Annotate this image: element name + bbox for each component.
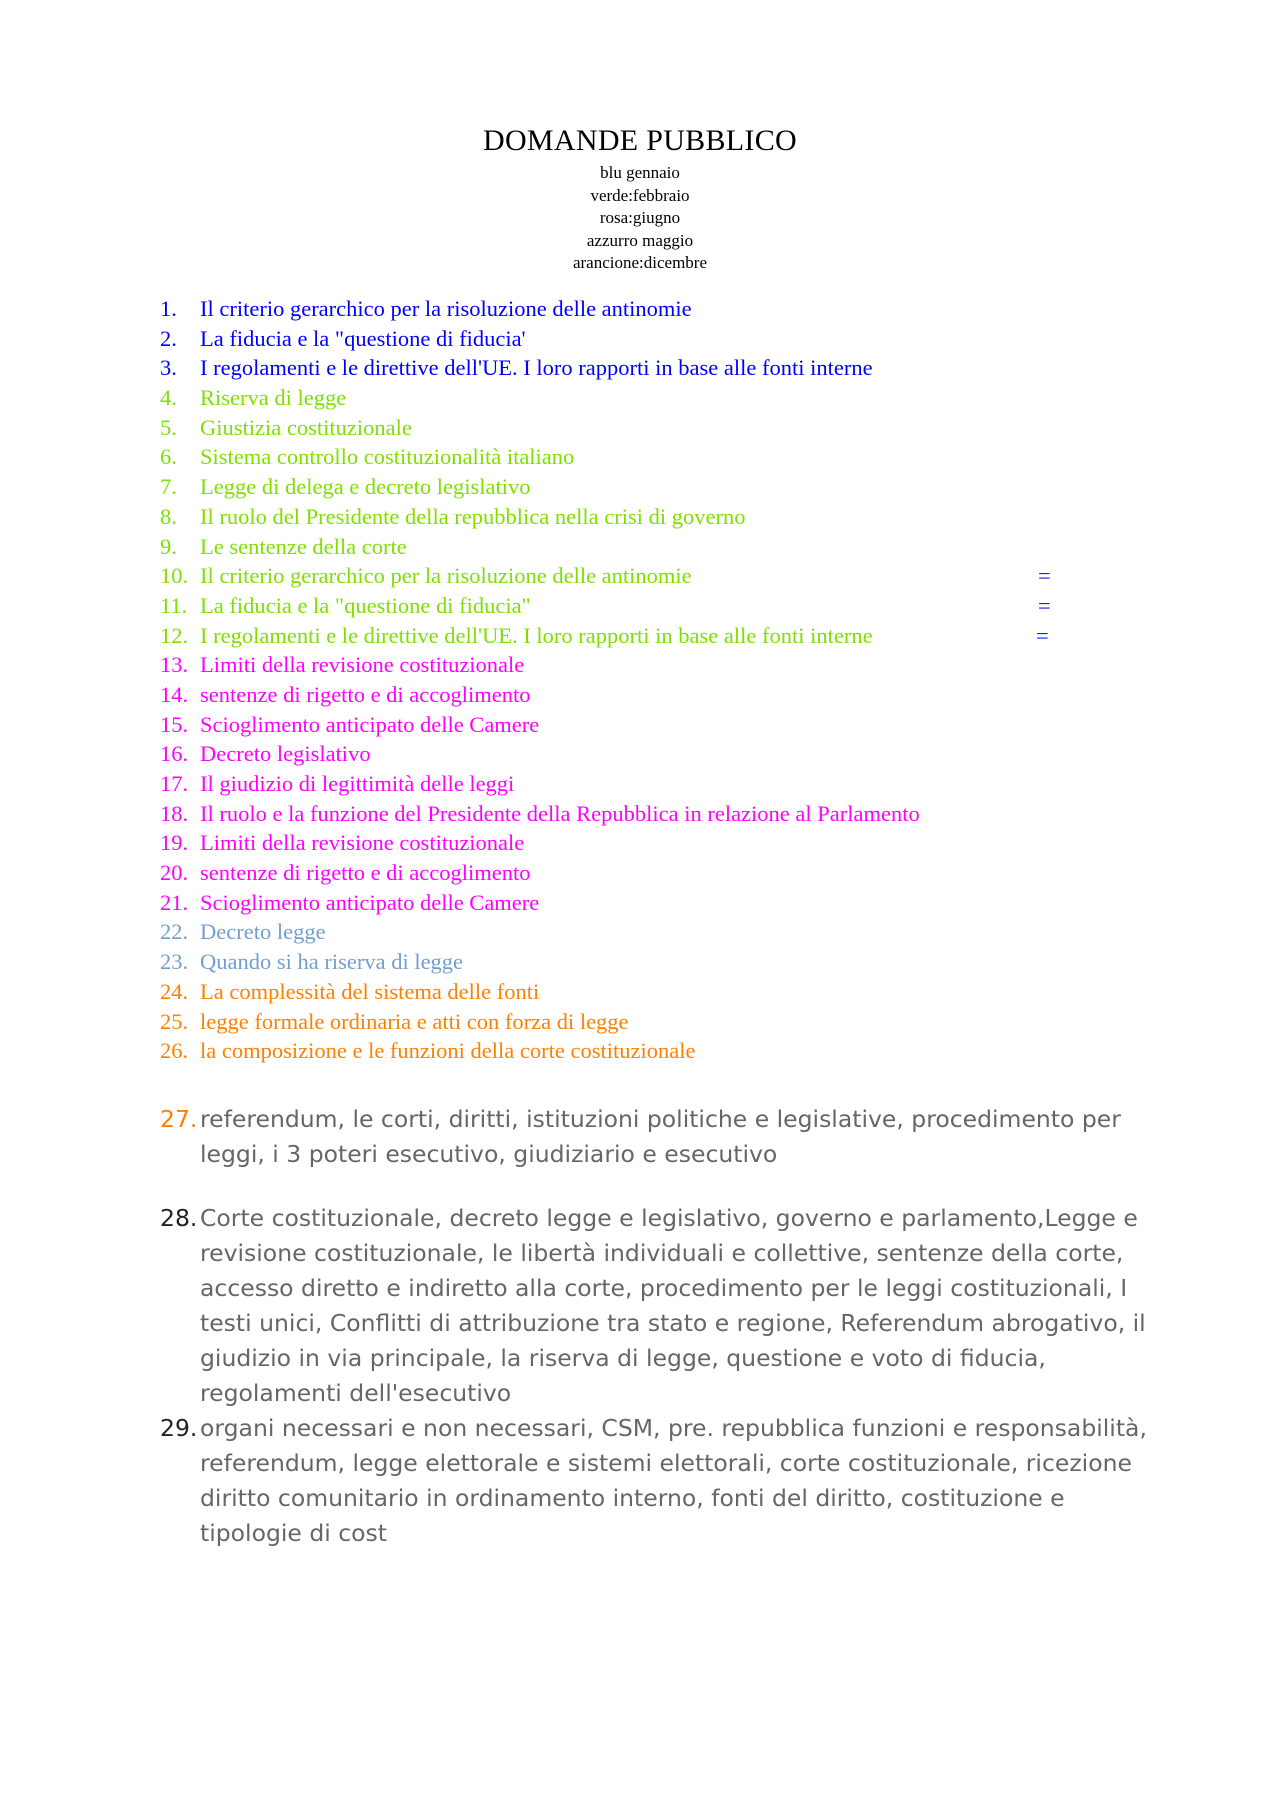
question-item <box>160 472 920 502</box>
question-item <box>160 858 920 888</box>
question-item <box>160 799 920 829</box>
question-item <box>160 591 1051 621</box>
question-item <box>160 710 920 740</box>
question-item <box>160 502 920 532</box>
legend-line-rosa: rosa:giugno <box>599 208 681 227</box>
question-number: 17. <box>160 771 189 796</box>
question-number: 5. <box>160 414 177 440</box>
topic-text: organi necessari e non necessari, CSM, pre. repubblica funzioni e responsabilità, referendum, legge elettorale e sistemi elettorali, corte costituzionale, ricezione diritto comunitario in ordinamento interno, fonti del diritto, costituzione e tipologie di cost <box>200 1414 1147 1547</box>
question-text: La complessità del sistema delle fonti <box>200 978 540 1004</box>
question-number: 7. <box>160 474 177 500</box>
topic-number: 28. <box>160 1204 198 1232</box>
question-number: 21. <box>160 889 189 915</box>
question-number: 10. <box>160 563 189 589</box>
question-text: I regolamenti e le direttive dell'UE. I loro rapporti in base alle fonti interne <box>200 355 873 381</box>
question-item <box>160 294 920 324</box>
question-number: 18. <box>160 800 189 826</box>
legend-line-arancione: arancione:dicembre <box>572 253 708 272</box>
question-text: Il ruolo e la funzione del Presidente della Repubblica in relazione al Parlamento <box>200 800 920 826</box>
question-number: 1. <box>160 296 177 321</box>
question-text: Sistema controllo costituzionalità italiano <box>200 444 575 470</box>
question-text: Scioglimento anticipato delle Camere <box>200 711 540 737</box>
topic-item <box>160 1102 1170 1172</box>
topic-item <box>160 1411 1170 1551</box>
equal-mark: = <box>1036 622 1049 648</box>
question-number: 4. <box>160 385 177 411</box>
question-item <box>160 977 920 1007</box>
question-item <box>160 739 920 769</box>
document-header <box>0 124 1280 275</box>
question-item <box>160 888 920 918</box>
question-text: la composizione e le funzioni della corte costituzionale <box>200 1038 696 1064</box>
question-text: La fiducia e la "questione di fiducia' <box>200 325 526 351</box>
question-text: Scioglimento anticipato delle Camere <box>200 889 540 915</box>
question-number: 25. <box>160 1008 189 1034</box>
question-number: 11. <box>160 592 188 618</box>
question-text: Il giudizio di legittimità delle leggi <box>200 771 515 796</box>
question-text: Legge di delega e decreto legislativo <box>200 474 531 500</box>
question-text: Il criterio gerarchico per la risoluzione delle antinomie <box>200 296 692 321</box>
question-number: 13. <box>160 652 189 678</box>
question-text: Limiti della revisione costituzionale <box>200 652 525 678</box>
question-item <box>160 324 920 354</box>
question-item <box>160 947 920 977</box>
topic-text: referendum, le corti, diritti, istituzioni politiche e legislative, procedimento per leggi, i 3 poteri esecutivo, giudiziario e esecutivo <box>200 1105 1121 1168</box>
question-text: Giustizia costituzionale <box>200 414 412 440</box>
equal-mark: = <box>1038 592 1051 618</box>
question-item <box>160 532 920 562</box>
question-text: Decreto legislativo <box>200 741 371 767</box>
question-number: 19. <box>160 830 189 856</box>
question-number: 26. <box>160 1038 189 1064</box>
question-number: 8. <box>160 503 177 529</box>
question-text: Riserva di legge <box>200 385 347 411</box>
question-number: 12. <box>160 622 189 648</box>
question-text: Quando si ha riserva di legge <box>200 949 464 975</box>
question-number: 3. <box>160 355 177 381</box>
question-number: 2. <box>160 325 177 351</box>
equal-mark: = <box>1038 563 1051 589</box>
question-text: Il ruolo del Presidente della repubblica nella crisi di governo <box>200 503 746 529</box>
question-text: legge formale ordinaria e atti con forza di legge <box>200 1008 629 1034</box>
question-number: 14. <box>160 681 189 707</box>
question-item <box>160 1007 920 1037</box>
question-item <box>160 650 920 680</box>
question-number: 16. <box>160 741 189 767</box>
topic-number: 27. <box>160 1105 198 1133</box>
question-item <box>160 1036 920 1066</box>
question-text: sentenze di rigetto e di accoglimento <box>200 860 531 886</box>
question-item <box>160 917 920 947</box>
question-item <box>160 621 1049 651</box>
question-text: I regolamenti e le direttive dell'UE. I loro rapporti in base alle fonti interne <box>200 622 873 648</box>
page-title: DOMANDE PUBBLICO <box>483 124 797 157</box>
question-item <box>160 769 920 799</box>
question-item <box>160 442 920 472</box>
topic-item <box>160 1201 1170 1411</box>
question-item <box>160 680 920 710</box>
question-text: Limiti della revisione costituzionale <box>200 830 525 856</box>
question-item <box>160 383 920 413</box>
topic-number: 29. <box>160 1414 198 1442</box>
question-number: 6. <box>160 444 177 470</box>
question-number: 22. <box>160 919 189 945</box>
question-number: 23. <box>160 949 189 975</box>
question-text: Le sentenze della corte <box>200 533 407 559</box>
question-item <box>160 353 920 383</box>
question-number: 24. <box>160 978 189 1004</box>
question-number: 20. <box>160 860 189 886</box>
legend-line-blu: blu gennaio <box>600 163 680 182</box>
topic-text: Corte costituzionale, decreto legge e legislativo, governo e parlamento,Legge e revisione costituzionale, le libertà individuali e collettive, sentenze della corte, accesso diretto e indiretto alla corte, procedimento per le leggi costituzionali, I testi unici, Conflitti di attribuzione tra stato e regione, Referendum abrogativo, il giudizio in via principale, la riserva di legge, questione e voto di fiducia, regolamenti dell'esecutivo <box>200 1204 1146 1407</box>
question-item <box>160 828 920 858</box>
question-number: 9. <box>160 533 177 559</box>
question-text: Decreto legge <box>200 919 326 945</box>
question-text: sentenze di rigetto e di accoglimento <box>200 681 531 707</box>
question-text: Il criterio gerarchico per la risoluzione delle antinomie <box>200 563 692 589</box>
question-number: 15. <box>160 711 189 737</box>
question-item <box>160 561 1051 591</box>
question-list <box>160 294 1051 1066</box>
question-text: La fiducia e la "questione di fiducia" <box>200 592 531 618</box>
question-item <box>160 413 920 443</box>
legend-line-azzurro: azzurro maggio <box>586 230 694 250</box>
legend-line-verde: verde:febbraio <box>590 185 690 205</box>
